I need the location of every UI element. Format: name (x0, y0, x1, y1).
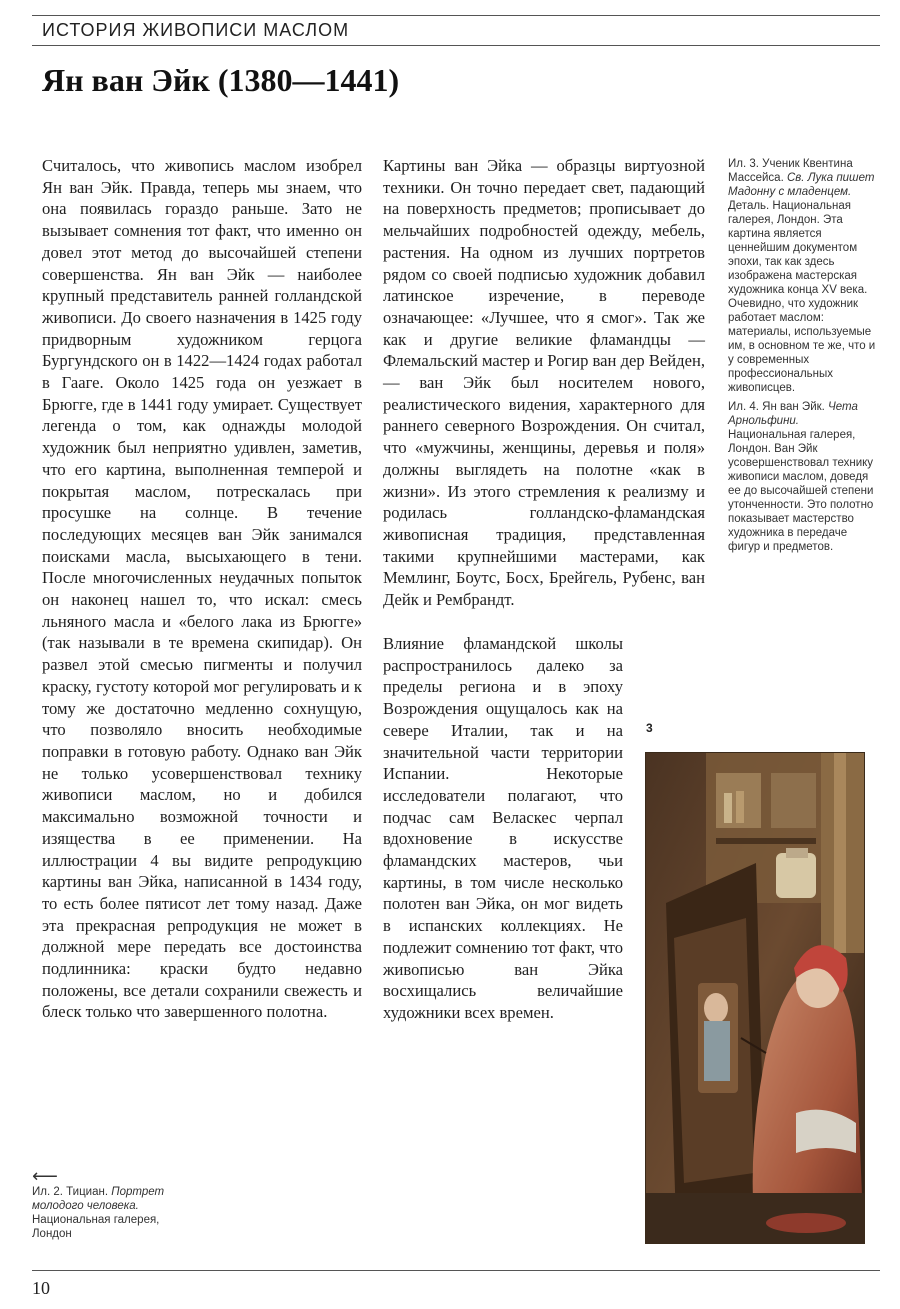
page-number: 10 (32, 1278, 50, 1298)
top-rule (32, 15, 880, 16)
caption-3-text: Деталь. Национальная галерея, Лондон. Эта картина является ценнейшим документом эпохи, так как здесь изображена мастерская художника конца XV века. Очевидно, что художник работает маслом: материалы, используемые им, в основном те же, что и у современных профессиональных живописцев. (728, 200, 876, 394)
arrow-left-icon: ⟵ (32, 1166, 58, 1187)
page-title: Ян ван Эйк (1380—1441) (42, 62, 400, 98)
caption-figure-4 (728, 400, 876, 554)
caption-4-title: Чета Арнольфини. (728, 401, 858, 427)
caption-4-text: Национальная галерея, Лондон. Ван Эйк усовершенствовал технику живописи маслом, доведя ее до высочайшей степени утонченности. Это полотно показывает мастерство художника в передаче фигур и предметов. (728, 429, 874, 553)
painting-image (646, 753, 864, 1243)
body-column-1: Считалось, что живопись маслом изобрел Ян ван Эйк. Правда, теперь мы знаем, что она появилась гораздо раньше. Зато не вызывает сомнения тот факт, что именно он довел этот метод до высочайшей степени совершенства. Ян ван Эйк — наиболее крупный представитель ранней голландской живописи. До своего назначения в 1425 году придворным художником герцога Бургундского он в 1422—1424 годах работал в Гааге. Около 1425 года он уезжает в Брюгге, где в 1441 году умирает. Существует легенда о том, как однажды молодой художник был неприятно удивлен, заметив, что его картина, выполненная темперой и покрытая маслом, потрескалась при просушке на солнце. В течение последующих месяцев ван Эйк занимался поисками масла, высыхающего в тени. После многочисленных неудачных попыток он наконец нашел то, что искал: смесь льняного масла и «белого лака из Брюгге» (так называли в те времена скипидар). Он развел этой смесью пигменты и получил краску, густоту которой мог регулировать и к тому же достаточно медленно сохнущую, что позволяло вносить необходимые поправки в готовую работу. Однако ван Эйк не только усовершенствовал технику живописи маслом, но и добился максимально возможной точности и изящества в ее применении. На иллюстрации 4 вы видите репродукцию картины ван Эйка, написанной в 1434 году, то есть более пятисот лет тому назад. Даже эта прекрасная репродукция не может в должной мере передать все достоинства подлинника: краски будто недавно положены, все детали сохранили свежесть и блеск только что завершенного полотна. (42, 156, 362, 1022)
section-title: ИСТОРИЯ ЖИВОПИСИ МАСЛОМ (42, 20, 350, 40)
body-column-2-top: Картины ван Эйка — образцы виртуозной техники. Он точно передает свет, падающий на поверхность предметов; прописывает до мельчайших подробностей одежду, мебель, растения. На одном из лучших портретов рядом со своей подписью художник добавил латинское изречение, в переводе означающее: «Лучшее, что я смог». Так же как и другие великие фламандцы — Флемальский мастер и Рогир ван дер Вейден, — ван Эйк был носителем нового, реалистического видения, характерного для раннего северного Возрождения. Он считал, что «мужчины, женщины, деревья и поля» должны выглядеть на полотне «как в жизни». Из этого стремления к реализму и родилась голландско-фламандская живописная традиция, представленная такими крупнейшими мастерами, как Мемлинг, Боутс, Босх, Брейгель, Рубенс, ван Дейк и Рембрандт. (383, 156, 705, 610)
header-rule (32, 45, 880, 46)
caption-figure-2 (32, 1185, 202, 1241)
body-column-2-bottom: Влияние фламандской школы распространилось далеко за пределы региона и в эпоху Возрождения ощущалось как на севере Италии, так и на значительной части территории Испании. Некоторые исследователи полагают, что подчас сам Веласкес черпал вдохновение в искусстве фламандских мастеров, чьи картины, в том числе несколько полотен ван Эйка, он мог видеть в испанских коллекциях. Не подлежит сомнению тот факт, что живописью ван Эйка восхищались величайшие художники всех времен. (383, 634, 623, 1022)
caption-2-prefix: Ил. 2. Тициан. (32, 1186, 112, 1198)
caption-2-title: Портрет молодого человека. (32, 1186, 165, 1212)
caption-3-title: Св. Лука пишет Мадонну с младенцем. (728, 172, 875, 198)
painting-figure-3 (645, 752, 865, 1244)
caption-4-prefix: Ил. 4. Ян ван Эйк. (728, 401, 829, 413)
caption-2-text: Национальная галерея, Лондон (32, 1214, 160, 1240)
footer-rule (32, 1270, 880, 1271)
caption-figure-3 (728, 157, 876, 395)
figure-number: 3 (646, 721, 653, 735)
caption-3-prefix: Ил. 3. Ученик Квентина Массейса. (728, 158, 853, 184)
